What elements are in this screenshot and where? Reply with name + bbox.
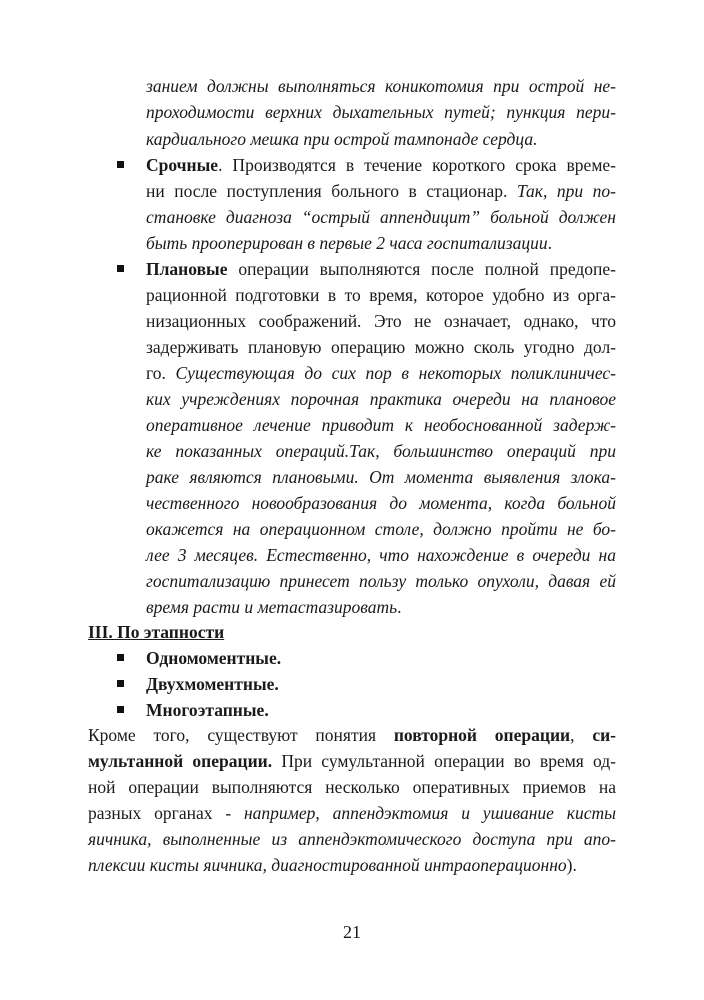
term-urgent: Срочные — [146, 155, 219, 175]
list-item: Двухмоментные. — [146, 674, 279, 694]
page-number: 21 — [343, 922, 361, 942]
text-line: Срочные. Производятся в течение короткого срока време- — [146, 155, 616, 175]
text-line: рационной подготовки в то время, которое удобно из орга- — [146, 285, 616, 305]
text-line: проходимости верхних дыхательных путей; пункция пери- — [146, 102, 616, 122]
text-line: ной операции выполняются несколько оперативных приемов на — [88, 777, 616, 797]
bullet-icon — [117, 654, 124, 661]
term-repeat-operation: повторной операции — [393, 725, 571, 745]
text-line: разных органах - например, аппендэктомия и ушивание кисты — [88, 803, 616, 823]
text-line: Кроме того, существуют понятия повторной операции, си- — [88, 725, 617, 745]
text-line: низационных соображений. Это не означает, однако, что — [146, 311, 616, 331]
text-line: кардиального мешка при острой тампонаде сердца. — [146, 129, 538, 149]
term-planned: Плановые — [146, 259, 228, 279]
text-line: становке диагноза “острый аппендицит” больной должен — [146, 207, 616, 227]
text-line: оперативное лечение приводит к необоснованной задерж- — [146, 415, 616, 435]
text-line: Плановые операции выполняются после полной предопе- — [146, 259, 616, 279]
text-line: ни после поступления больного в стационар. Так, при по- — [146, 181, 616, 201]
text-line: чественного новообразования до момента, когда больной — [146, 493, 616, 513]
text-line: окажется на операционном столе, должно пройти не бо- — [146, 519, 616, 539]
text-line: быть прооперирован в первые 2 часа госпитализации. — [146, 233, 552, 253]
bullet-icon — [117, 161, 124, 168]
text-line: го. Существующая до сих пор в некоторых поликлиничес- — [146, 363, 616, 383]
text-line: ке показанных операций.Так, большинство операций при — [146, 441, 616, 461]
term-simultaneous-operation: мультанной операции. — [88, 751, 273, 771]
bullet-icon — [117, 265, 124, 272]
text-line: задерживать плановую операцию можно сколь угодно дол- — [146, 337, 616, 357]
text-line: плексии кисты яичника, диагностированной интраоперационно). — [88, 855, 577, 875]
text-line: лее 3 месяцев. Естественно, что нахождение в очереди на — [146, 545, 616, 565]
text-line: мультанной операции. При сумультанной операции во время од- — [88, 751, 617, 771]
bullet-icon — [117, 680, 124, 687]
text-line: госпитализацию принесет пользу только опухоли, давая ей — [146, 571, 616, 591]
text-line: яичника, выполненные из аппендэктомического доступа при апо- — [88, 829, 616, 849]
text-line: занием должны выполняться коникотомия при острой не- — [146, 76, 616, 96]
section-heading: III. По этапности — [88, 622, 225, 642]
text-line: время расти и метастазировать. — [146, 597, 402, 617]
list-item: Многоэтапные. — [146, 700, 269, 720]
text-line: раке являются плановыми. От момента выявления злока- — [146, 467, 616, 487]
text-line: ких учреждениях порочная практика очереди на плановое — [146, 389, 616, 409]
list-item: Одномоментные. — [146, 648, 282, 668]
bullet-icon — [117, 706, 124, 713]
